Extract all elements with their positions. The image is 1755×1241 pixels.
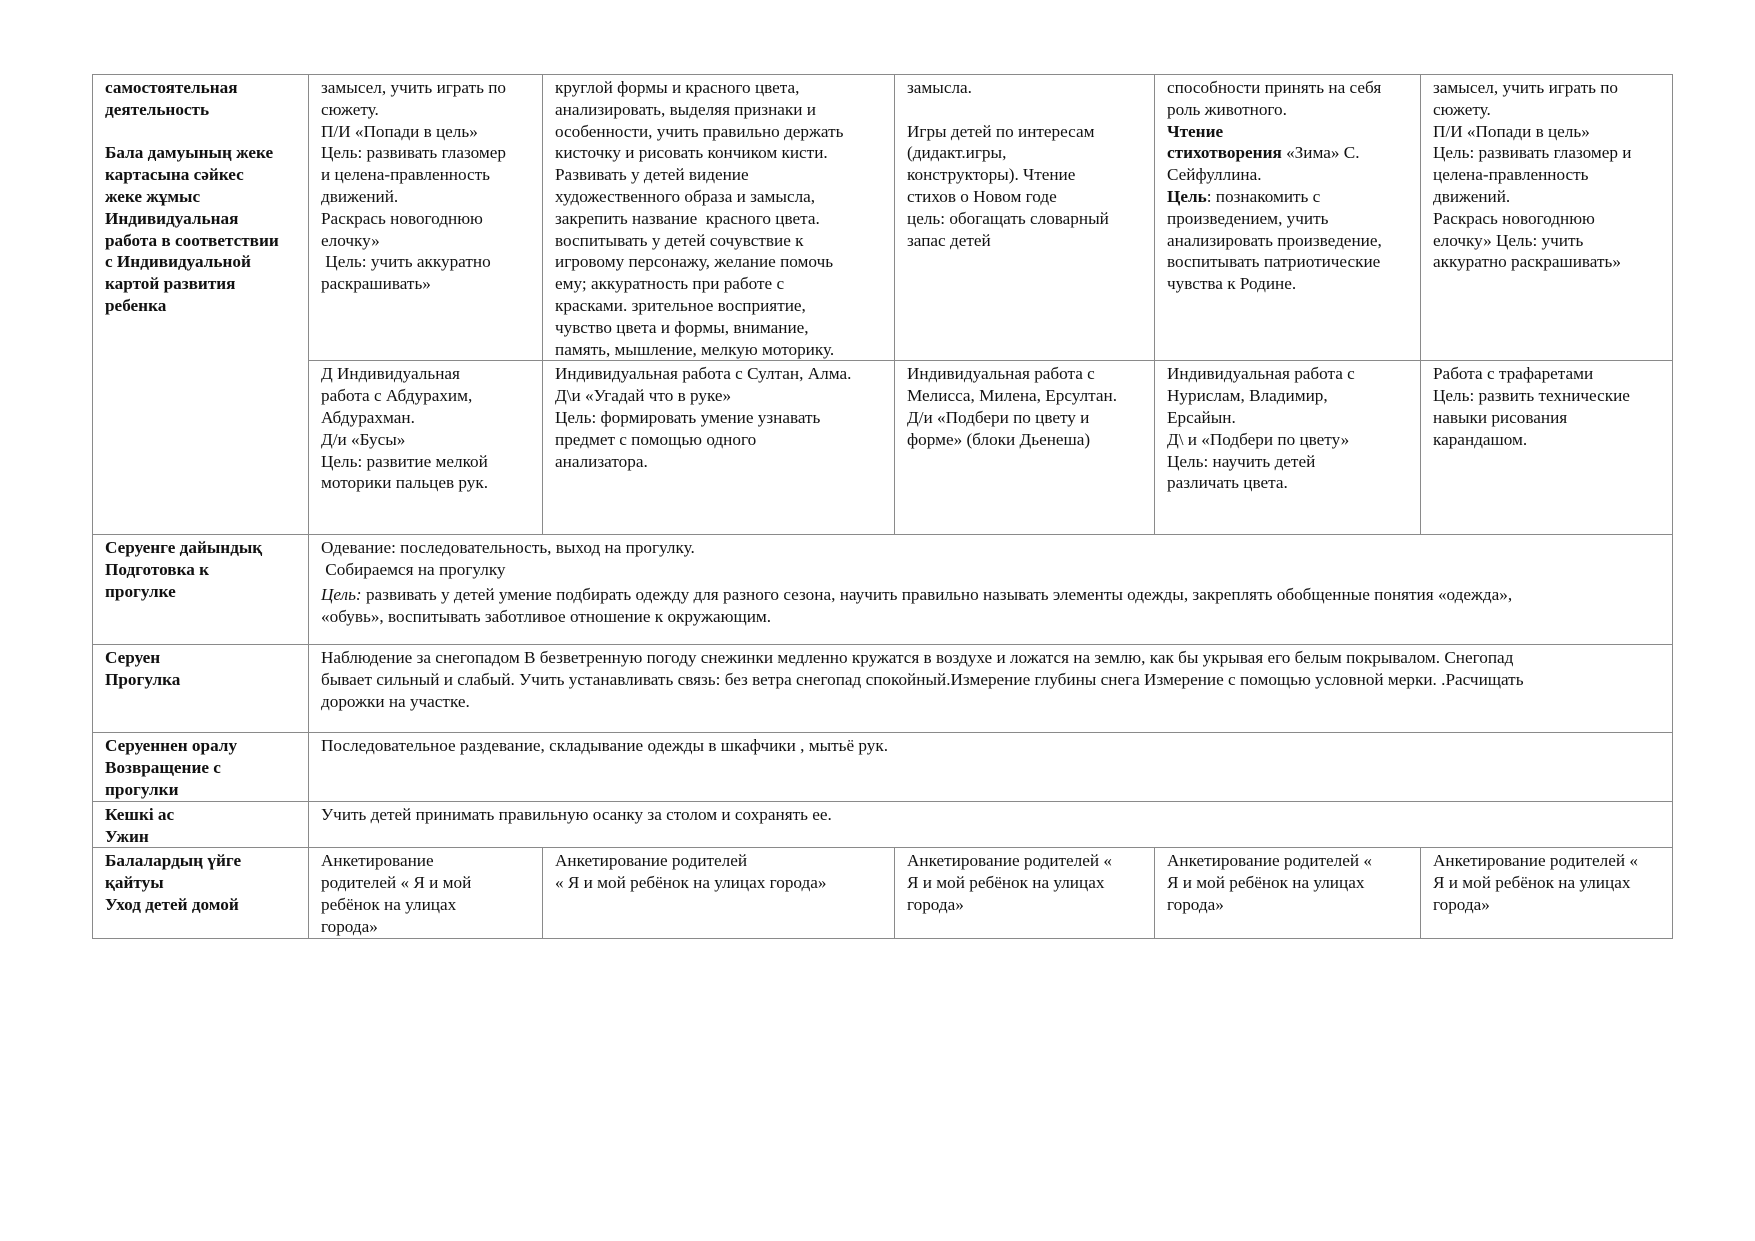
row-independent-activity (93, 75, 1673, 361)
row-dinner (93, 801, 1673, 848)
activity-cell-day2: круглой формы и красного цвета, анализировать, выделяя признаки и особенности, учить правильно держать кисточку и рисовать кончиком кисти. Развивать у детей видение художественного образа и замысла, закрепить название красного цвета. воспитывать у детей сочувствие к игровому персонажу, желание помочь ему; аккуратность при работе с красками. зрительное восприятие, чувство цвета и формы, внимание, память, мышление, мелкую моторику. (543, 75, 895, 361)
daily-plan-table (92, 74, 1673, 939)
activity-cell-day5: замысел, учить играть по сюжету. П/И «Попади в цель» Цель: развивать глазомер и целена-правленность движений. Раскрась новогоднюю елочку» Цель: учить аккуратно раскрашивать» (1421, 75, 1673, 361)
row-return-from-walk (93, 733, 1673, 801)
row-walk-preparation (93, 535, 1673, 645)
row-individual-work (93, 361, 1673, 535)
row-label-return-from-walk: Серуеннен оралу Возвращение с прогулки (93, 733, 309, 801)
going-home-cell-day2: Анкетирование родителей « Я и мой ребёнок на улицах города» (543, 848, 895, 938)
row-walk (93, 645, 1673, 733)
individual-cell-day2: Индивидуальная работа с Султан, Алма. Д\и «Угадай что в руке» Цель: формировать умение узнавать предмет с помощью одного анализатора. (543, 361, 895, 535)
dinner-cell: Учить детей принимать правильную осанку за столом и сохранять ее. (309, 801, 1673, 848)
going-home-cell-day5: Анкетирование родителей « Я и мой ребёнок на улицах города» (1421, 848, 1673, 938)
activity-cell-day4: способности принять на себя роль животного. Чтение стихотворения «Зима» С. Сейфуллина. Цель: познакомить с произведением, учить анализировать произведение, воспитывать патриотические чувства к Родине. (1155, 75, 1421, 361)
individual-cell-day5: Работа с трафаретами Цель: развить технические навыки рисования карандашом. (1421, 361, 1673, 535)
row-label-independent-activity: самостоятельная деятельность Бала дамуының жеке картасына сәйкес жеке жұмыс Индивидуальная работа в соответствии с Индивидуальной картой развития ребенка (93, 75, 309, 535)
going-home-cell-day1: Анкетирование родителей « Я и мой ребёнок на улицах города» (309, 848, 543, 938)
row-label-walk-preparation: Серуенге дайындық Подготовка к прогулке (93, 535, 309, 645)
row-label-walk: Серуен Прогулка (93, 645, 309, 733)
plan-sheet (92, 74, 1672, 939)
row-label-dinner: Кешкі ас Ужин (93, 801, 309, 848)
row-label-children-going-home: Балалардың үйге қайтуы Уход детей домой (93, 848, 309, 938)
activity-cell-day3: замысла. Игры детей по интересам (дидакт.игры, конструкторы). Чтение стихов о Новом годе цель: обогащать словарный запас детей (895, 75, 1155, 361)
activity-cell-day1: замысел, учить играть по сюжету. П/И «Попади в цель» Цель: развивать глазомер и целена-правленность движений. Раскрась новогоднюю елочку» Цель: учить аккуратно раскрашивать» (309, 75, 543, 361)
return-from-walk-cell: Последовательное раздевание, складывание одежды в шкафчики , мытьё рук. (309, 733, 1673, 801)
individual-cell-day4: Индивидуальная работа с Нурислам, Владимир, Ерсайын. Д\ и «Подбери по цвету» Цель: научить детей различать цвета. (1155, 361, 1421, 535)
individual-cell-day3: Индивидуальная работа с Мелисса, Милена, Ерсултан. Д/и «Подбери по цвету и форме» (блоки Дьенеша) (895, 361, 1155, 535)
row-children-going-home (93, 848, 1673, 938)
going-home-cell-day4: Анкетирование родителей « Я и мой ребёнок на улицах города» (1155, 848, 1421, 938)
individual-cell-day1: Д Индивидуальная работа с Абдурахим, Абдурахман. Д/и «Бусы» Цель: развитие мелкой моторики пальцев рук. (309, 361, 543, 535)
going-home-cell-day3: Анкетирование родителей « Я и мой ребёнок на улицах города» (895, 848, 1155, 938)
walk-cell: Наблюдение за снегопадом В безветренную погоду снежинки медленно кружатся в воздухе и ложатся на землю, как бы укрывая его белым покрывалом. Снегопад бывает сильный и слабый. Учить устанавливать связь: без ветра снегопад спокойный.Измерение глубины снега Измерение с помощью условной мерки. .Расчищать дорожки на участке. (309, 645, 1673, 733)
walk-preparation-cell: Одевание: последовательность, выход на прогулку. Собираемся на прогулку Цель: развивать у детей умение подбирать одежду для разного сезона, научить правильно называть элементы одежды, закреплять обобщенные понятия «одежда», «обувь», воспитывать заботливое отношение к окружающим. (309, 535, 1673, 645)
